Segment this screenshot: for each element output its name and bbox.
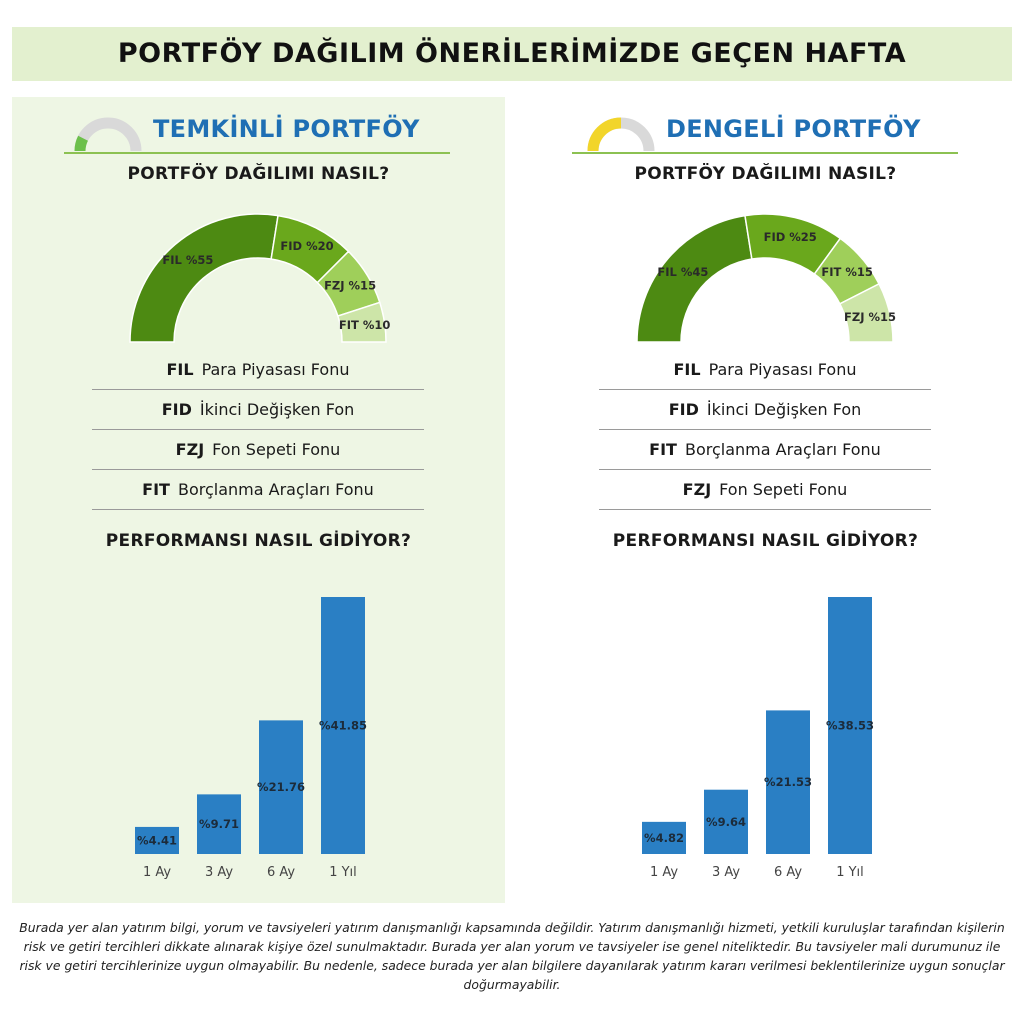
donut-slice-label: FID %25: [763, 229, 817, 244]
donut-slice-label: FIL %45: [657, 264, 709, 279]
donut-slice-fil: [130, 214, 278, 342]
legend-row: [92, 390, 424, 430]
bar-value-label: %4.41: [137, 833, 177, 848]
fund-name: Para Piyasası Fonu: [201, 360, 350, 379]
distribution-heading: PORTFÖY DAĞILIMI NASIL?: [127, 164, 390, 184]
fund-code: FZJ: [682, 480, 712, 499]
bar-category-label: 1 Ay: [142, 865, 172, 880]
bar-value-label: %21.76: [257, 780, 305, 795]
portfolio-title: DENGELİ PORTFÖY: [666, 115, 921, 143]
title-underline: [572, 152, 958, 154]
bar-category-label: 1 Yıl: [329, 865, 357, 880]
header-banner: [12, 27, 1012, 81]
legend-row: [92, 350, 424, 390]
distribution-half-donut: [625, 212, 905, 352]
bar-category-label: 1 Ay: [649, 865, 679, 880]
bar-value-label: %9.64: [706, 814, 746, 829]
performance-bar-chart: [599, 557, 919, 887]
performance-heading: PERFORMANSI NASIL GİDİYOR?: [612, 531, 919, 551]
page-title: PORTFÖY DAĞILIM ÖNERİLERİMİZDE GEÇEN HAFTA: [117, 38, 907, 69]
fund-code: FID: [668, 400, 699, 419]
legend-row: [599, 470, 931, 510]
fund-name: İkinci Değişken Fon: [199, 400, 355, 419]
donut-slice-label: FIL %55: [162, 252, 214, 267]
bar-value-label: %9.71: [199, 817, 239, 832]
temkinli-portfolio-panel: [12, 97, 505, 903]
fund-code: FIL: [673, 360, 701, 379]
portfolio-title-row: [12, 111, 505, 155]
bar-value-label: %41.85: [319, 718, 367, 733]
risk-gauge-icon: [585, 113, 665, 155]
fund-name: Fon Sepeti Fonu: [719, 480, 848, 499]
gauge-track: [80, 123, 136, 151]
fund-code: FIT: [142, 480, 170, 499]
distribution-half-donut: [118, 212, 398, 352]
gauge-fill: [80, 138, 83, 151]
fund-legend: [599, 350, 931, 510]
fund-name: İkinci Değişken Fon: [706, 400, 862, 419]
fund-code: FIL: [166, 360, 194, 379]
donut-slice-label: FIT %10: [338, 318, 391, 333]
donut-slice-label: FZJ %15: [324, 278, 377, 293]
fund-code: FIT: [649, 440, 677, 459]
legend-row: [599, 350, 931, 390]
legend-row: [599, 390, 931, 430]
bar-category-label: 1 Yıl: [836, 865, 864, 880]
gauge-fill: [593, 123, 621, 151]
fund-code: FID: [161, 400, 192, 419]
fund-legend: [92, 350, 424, 510]
title-underline: [64, 152, 450, 154]
fund-name: Borçlanma Araçları Fonu: [684, 440, 881, 459]
legend-row: [92, 470, 424, 510]
bar-category-label: 6 Ay: [266, 865, 296, 880]
bar-value-label: %21.53: [764, 775, 812, 790]
dengeli-portfolio-panel: [519, 97, 1012, 903]
portfolio-title-row: [519, 111, 1012, 155]
bar-value-label: %38.53: [826, 718, 874, 733]
legal-disclaimer: Burada yer alan yatırım bilgi, yorum ve tavsiyeleri yatırım danışmanlığı kapsamında değildir. Yatırım danışmanlığı hizmeti, yetkili kuruluşlar tarafından kişilerin risk ve getiri tercihleri dikkate alınarak kişiye özel sunulmaktadır. Burada yer alan yorum ve tavsiyeler ise genel niteliktedir. Bu tavsiyeler mali durumunuz ile risk ve getiri tercihlerinize uygun olmayabilir. Bu nedenle, sadece burada yer alan bilgilere dayanılarak yatırım kararı verilmesi beklentilerinize uygun sonuçlar doğurmayabilir.: [19, 920, 1005, 992]
fund-name: Fon Sepeti Fonu: [212, 440, 341, 459]
bar-category-label: 3 Ay: [204, 865, 234, 880]
legend-row: [599, 430, 931, 470]
bar-category-label: 3 Ay: [711, 865, 741, 880]
performance-heading: PERFORMANSI NASIL GİDİYOR?: [105, 531, 412, 551]
donut-slice-label: FID %20: [280, 238, 334, 253]
fund-name: Borçlanma Araçları Fonu: [177, 480, 374, 499]
donut-slice-label: FIT %15: [821, 264, 873, 279]
donut-slice-label: FZJ %15: [844, 309, 897, 324]
legend-row: [92, 430, 424, 470]
bar-value-label: %4.82: [644, 830, 684, 845]
performance-bar-chart: [92, 557, 412, 887]
bar-category-label: 6 Ay: [773, 865, 803, 880]
risk-gauge-icon: [72, 113, 152, 155]
fund-code: FZJ: [175, 440, 205, 459]
portfolio-title: TEMKİNLİ PORTFÖY: [153, 115, 420, 143]
distribution-heading: PORTFÖY DAĞILIMI NASIL?: [634, 164, 897, 184]
fund-name: Para Piyasası Fonu: [708, 360, 857, 379]
